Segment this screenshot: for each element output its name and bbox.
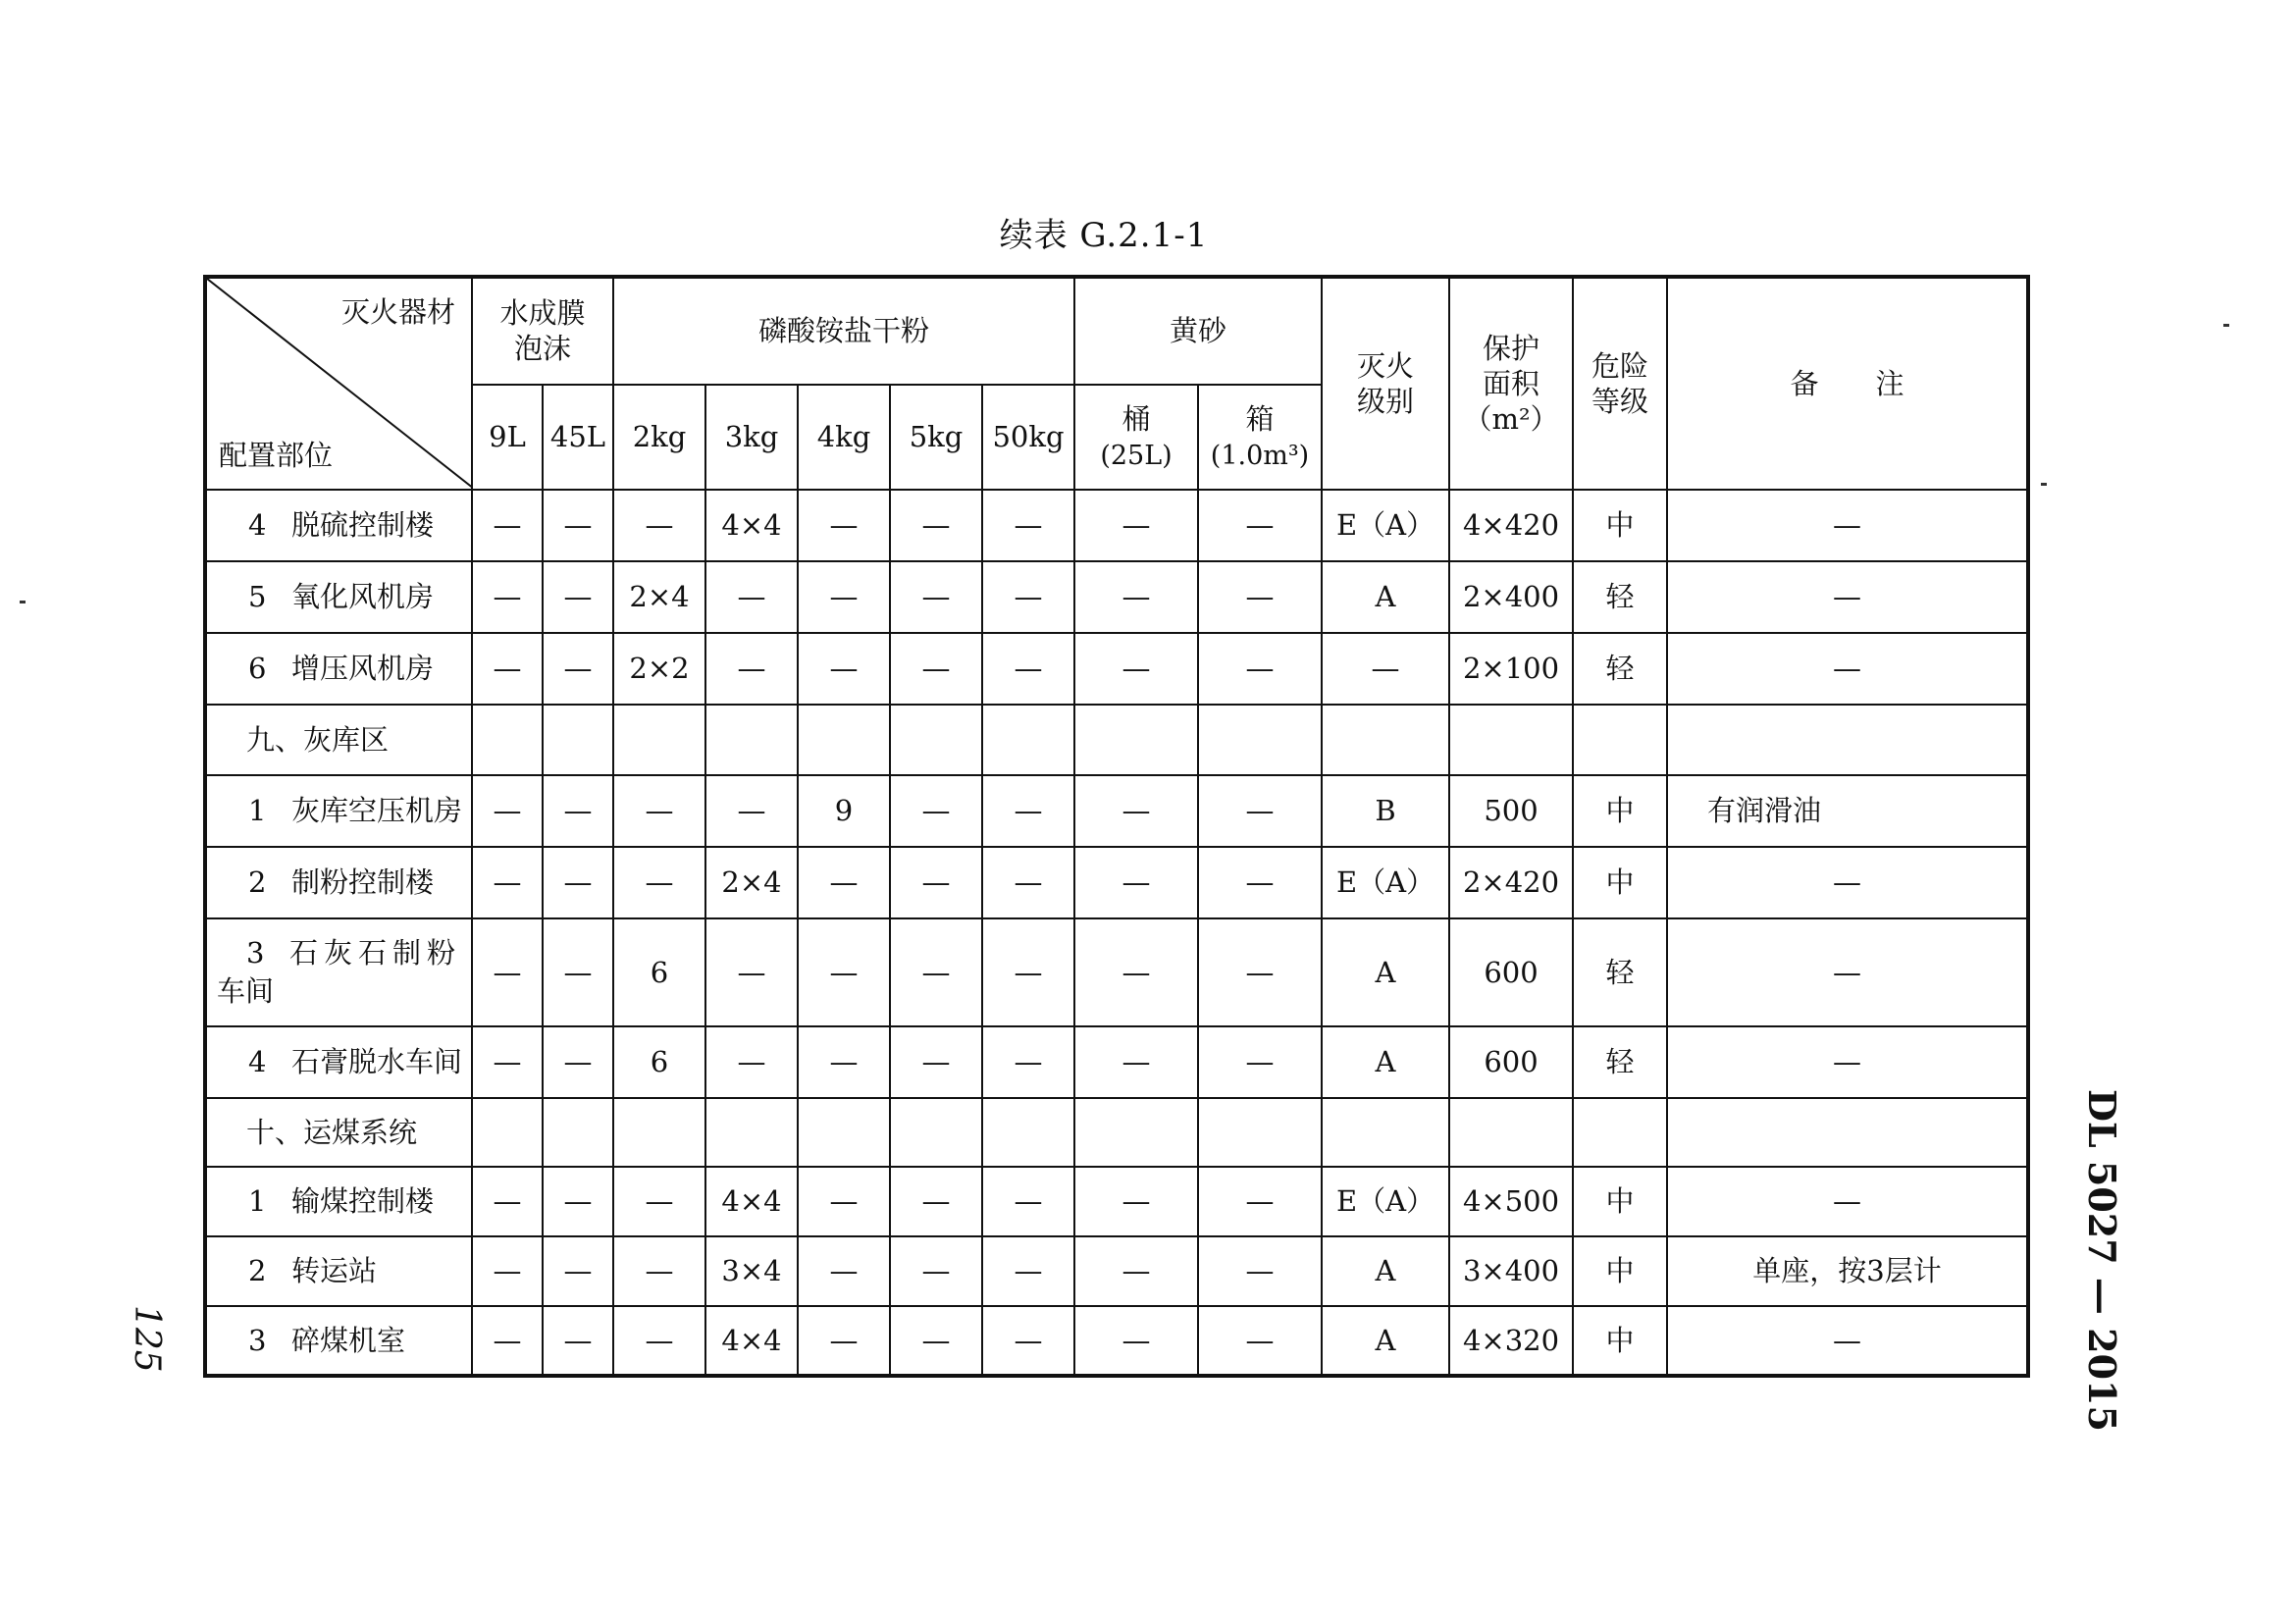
scan-speck bbox=[20, 601, 26, 603]
cell-box: — bbox=[1198, 775, 1322, 847]
empty-cell bbox=[472, 705, 543, 775]
cell-bucket: — bbox=[1074, 633, 1198, 705]
cell-c3kg: — bbox=[705, 633, 798, 705]
location-cell bbox=[205, 490, 472, 561]
table-row bbox=[205, 775, 2028, 847]
cell-c2kg: — bbox=[613, 490, 705, 561]
cell-c9L: — bbox=[472, 1236, 543, 1306]
location-cell bbox=[205, 1167, 472, 1236]
fire-class-header: 灭火级别 bbox=[1322, 277, 1449, 490]
section-title: 九、灰库区 bbox=[205, 705, 472, 775]
location-name: 石膏脱水车间 bbox=[291, 1045, 463, 1079]
table-row bbox=[205, 918, 2028, 1026]
col-5kg: 5kg bbox=[890, 385, 982, 491]
table-caption: 续表 G.2.1-1 bbox=[999, 216, 1209, 255]
row-number: 2 bbox=[248, 865, 267, 900]
cell-c45L: — bbox=[543, 775, 613, 847]
cell-c2kg: 2×2 bbox=[613, 633, 705, 705]
cell-c2kg: — bbox=[613, 847, 705, 918]
cell-hazard: 轻 bbox=[1573, 918, 1667, 1026]
empty-cell bbox=[798, 1098, 890, 1167]
cell-c2kg: 2×4 bbox=[613, 561, 705, 633]
cell-remark: — bbox=[1667, 1167, 2028, 1236]
table-row bbox=[205, 1306, 2028, 1376]
cell-c9L: — bbox=[472, 775, 543, 847]
col-9L: 9L bbox=[472, 385, 543, 491]
cell-hazard: 中 bbox=[1573, 775, 1667, 847]
cell-c9L: — bbox=[472, 918, 543, 1026]
area-header: 保护面积 （m²） bbox=[1449, 277, 1573, 490]
cell-c50kg: — bbox=[982, 490, 1074, 561]
location-cell bbox=[205, 1236, 472, 1306]
cell-hazard: 中 bbox=[1573, 1236, 1667, 1306]
cell-bucket: — bbox=[1074, 1167, 1198, 1236]
cell-c50kg: — bbox=[982, 633, 1074, 705]
cell-c4kg: — bbox=[798, 847, 890, 918]
cell-c3kg: 4×4 bbox=[705, 1167, 798, 1236]
cell-c50kg: — bbox=[982, 561, 1074, 633]
row-number: 2 bbox=[248, 1254, 267, 1288]
table-row bbox=[205, 490, 2028, 561]
cell-cls: E（A） bbox=[1322, 1167, 1449, 1236]
cell-c5kg: — bbox=[890, 561, 982, 633]
cell-c3kg: — bbox=[705, 918, 798, 1026]
cell-remark: — bbox=[1667, 633, 2028, 705]
scan-speck bbox=[2223, 324, 2229, 327]
cell-hazard: 轻 bbox=[1573, 1026, 1667, 1098]
cell-c45L: — bbox=[543, 633, 613, 705]
cell-c50kg: — bbox=[982, 1236, 1074, 1306]
location-cell bbox=[205, 1306, 472, 1376]
cell-remark: — bbox=[1667, 490, 2028, 561]
location-cell bbox=[205, 918, 472, 1026]
cell-c5kg: — bbox=[890, 918, 982, 1026]
cell-box: — bbox=[1198, 490, 1322, 561]
cell-c4kg: — bbox=[798, 918, 890, 1026]
row-number: 3 bbox=[248, 1323, 267, 1357]
cell-box: — bbox=[1198, 633, 1322, 705]
cell-cls: E（A） bbox=[1322, 490, 1449, 561]
location-cell bbox=[205, 1026, 472, 1098]
cell-area: 4×500 bbox=[1449, 1167, 1573, 1236]
cell-bucket: — bbox=[1074, 1306, 1198, 1376]
cell-c9L: — bbox=[472, 561, 543, 633]
location-cell bbox=[205, 775, 472, 847]
location-name: 脱硫控制楼 bbox=[291, 508, 435, 543]
cell-c50kg: — bbox=[982, 1167, 1074, 1236]
row-number: 6 bbox=[248, 652, 267, 686]
cell-c3kg: 4×4 bbox=[705, 490, 798, 561]
cell-box: — bbox=[1198, 918, 1322, 1026]
cell-area: 500 bbox=[1449, 775, 1573, 847]
location-header-label: 配置部位 bbox=[219, 438, 334, 472]
location-name: 灰库空压机房 bbox=[291, 794, 463, 828]
cell-area: 4×320 bbox=[1449, 1306, 1573, 1376]
cell-c50kg: — bbox=[982, 918, 1074, 1026]
cell-area: 600 bbox=[1449, 918, 1573, 1026]
col-4kg: 4kg bbox=[798, 385, 890, 491]
cell-c9L: — bbox=[472, 847, 543, 918]
location-name-cont: 车间 bbox=[217, 974, 275, 1008]
empty-cell bbox=[1449, 705, 1573, 775]
location-cell bbox=[205, 847, 472, 918]
cell-c5kg: — bbox=[890, 775, 982, 847]
cell-hazard: 中 bbox=[1573, 490, 1667, 561]
cell-remark: — bbox=[1667, 1026, 2028, 1098]
empty-cell bbox=[1573, 1098, 1667, 1167]
scan-speck bbox=[2041, 483, 2047, 486]
cell-cls: — bbox=[1322, 633, 1449, 705]
cell-area: 3×400 bbox=[1449, 1236, 1573, 1306]
cell-box: — bbox=[1198, 1026, 1322, 1098]
cell-c4kg: — bbox=[798, 1236, 890, 1306]
cell-c45L: — bbox=[543, 918, 613, 1026]
empty-cell bbox=[705, 705, 798, 775]
remarks-header: 备 注 bbox=[1667, 277, 2028, 490]
location-name: 转运站 bbox=[291, 1254, 378, 1288]
cell-c45L: — bbox=[543, 561, 613, 633]
cell-c5kg: — bbox=[890, 490, 982, 561]
diagonal-header-cell bbox=[205, 277, 472, 490]
empty-cell bbox=[1074, 1098, 1198, 1167]
cell-remark: — bbox=[1667, 1306, 2028, 1376]
cell-c50kg: — bbox=[982, 847, 1074, 918]
standard-code: DL 5027 — 2015 bbox=[2080, 1089, 2124, 1432]
section-row bbox=[205, 705, 2028, 775]
cell-bucket: — bbox=[1074, 847, 1198, 918]
cell-hazard: 中 bbox=[1573, 1167, 1667, 1236]
table-row bbox=[205, 633, 2028, 705]
cell-c5kg: — bbox=[890, 1167, 982, 1236]
cell-remark: — bbox=[1667, 918, 2028, 1026]
empty-cell bbox=[798, 705, 890, 775]
cell-area: 600 bbox=[1449, 1026, 1573, 1098]
cell-area: 2×100 bbox=[1449, 633, 1573, 705]
cell-c4kg: — bbox=[798, 561, 890, 633]
cell-c4kg: — bbox=[798, 1306, 890, 1376]
cell-c9L: — bbox=[472, 490, 543, 561]
table-row bbox=[205, 1167, 2028, 1236]
empty-cell bbox=[982, 1098, 1074, 1167]
cell-c3kg: — bbox=[705, 775, 798, 847]
cell-c5kg: — bbox=[890, 633, 982, 705]
cell-c50kg: — bbox=[982, 1306, 1074, 1376]
cell-c4kg: 9 bbox=[798, 775, 890, 847]
cell-area: 4×420 bbox=[1449, 490, 1573, 561]
cell-hazard: 中 bbox=[1573, 847, 1667, 918]
row-number: 1 bbox=[248, 794, 267, 828]
cell-c5kg: — bbox=[890, 1236, 982, 1306]
empty-cell bbox=[1667, 705, 2028, 775]
cell-c2kg: — bbox=[613, 1236, 705, 1306]
empty-cell bbox=[1322, 1098, 1449, 1167]
empty-cell bbox=[1198, 705, 1322, 775]
cell-bucket: — bbox=[1074, 1026, 1198, 1098]
col-box: 箱 (1.0m³) bbox=[1198, 385, 1322, 491]
empty-cell bbox=[1573, 705, 1667, 775]
cell-c4kg: — bbox=[798, 1167, 890, 1236]
extinguisher-config-table bbox=[203, 275, 2030, 1378]
row-number: 4 bbox=[248, 508, 267, 543]
cell-c2kg: — bbox=[613, 1167, 705, 1236]
cell-cls: B bbox=[1322, 775, 1449, 847]
location-cell bbox=[205, 561, 472, 633]
table-row bbox=[205, 1236, 2028, 1306]
cell-c50kg: — bbox=[982, 1026, 1074, 1098]
location-name: 制粉控制楼 bbox=[291, 865, 435, 900]
cell-c45L: — bbox=[543, 847, 613, 918]
section-title: 十、运煤系统 bbox=[205, 1098, 472, 1167]
cell-bucket: — bbox=[1074, 490, 1198, 561]
cell-cls: A bbox=[1322, 1306, 1449, 1376]
cell-c45L: — bbox=[543, 1236, 613, 1306]
cell-c2kg: 6 bbox=[613, 918, 705, 1026]
equipment-header-label: 灭火器材 bbox=[340, 295, 455, 329]
empty-cell bbox=[1449, 1098, 1573, 1167]
location-name: 增压风机房 bbox=[291, 652, 435, 686]
cell-c4kg: — bbox=[798, 1026, 890, 1098]
location-name: 碎煤机室 bbox=[291, 1323, 406, 1357]
cell-c2kg: — bbox=[613, 1306, 705, 1376]
cell-bucket: — bbox=[1074, 918, 1198, 1026]
location-cell bbox=[205, 633, 472, 705]
table-row bbox=[205, 561, 2028, 633]
cell-c3kg: 3×4 bbox=[705, 1236, 798, 1306]
empty-cell bbox=[543, 1098, 613, 1167]
table-row bbox=[205, 847, 2028, 918]
cell-c9L: — bbox=[472, 1306, 543, 1376]
cell-c3kg: 2×4 bbox=[705, 847, 798, 918]
table-row bbox=[205, 1026, 2028, 1098]
cell-c4kg: — bbox=[798, 633, 890, 705]
cell-bucket: — bbox=[1074, 561, 1198, 633]
cell-hazard: 中 bbox=[1573, 1306, 1667, 1376]
cell-cls: A bbox=[1322, 1236, 1449, 1306]
cell-cls: A bbox=[1322, 1026, 1449, 1098]
page-number: 125 bbox=[127, 1305, 167, 1373]
empty-cell bbox=[705, 1098, 798, 1167]
cell-area: 2×420 bbox=[1449, 847, 1573, 918]
cell-bucket: — bbox=[1074, 1236, 1198, 1306]
col-50kg: 50kg bbox=[982, 385, 1074, 491]
col-3kg: 3kg bbox=[705, 385, 798, 491]
section-row bbox=[205, 1098, 2028, 1167]
empty-cell bbox=[613, 705, 705, 775]
cell-hazard: 轻 bbox=[1573, 633, 1667, 705]
row-number: 3 bbox=[246, 935, 265, 969]
cell-c5kg: — bbox=[890, 1026, 982, 1098]
cell-c2kg: — bbox=[613, 775, 705, 847]
cell-c3kg: — bbox=[705, 561, 798, 633]
cell-c45L: — bbox=[543, 1026, 613, 1098]
cell-box: — bbox=[1198, 847, 1322, 918]
cell-c45L: — bbox=[543, 1306, 613, 1376]
cell-c3kg: — bbox=[705, 1026, 798, 1098]
empty-cell bbox=[613, 1098, 705, 1167]
cell-c3kg: 4×4 bbox=[705, 1306, 798, 1376]
empty-cell bbox=[472, 1098, 543, 1167]
location-name: 石灰石制粉 bbox=[289, 935, 462, 969]
cell-remark: 有润滑油 bbox=[1667, 775, 2028, 847]
location-name: 氧化风机房 bbox=[291, 580, 435, 614]
cell-box: — bbox=[1198, 561, 1322, 633]
cell-c9L: — bbox=[472, 633, 543, 705]
empty-cell bbox=[1667, 1098, 2028, 1167]
empty-cell bbox=[890, 1098, 982, 1167]
cell-box: — bbox=[1198, 1236, 1322, 1306]
empty-cell bbox=[1198, 1098, 1322, 1167]
cell-cls: A bbox=[1322, 918, 1449, 1026]
cell-cls: A bbox=[1322, 561, 1449, 633]
cell-c9L: — bbox=[472, 1026, 543, 1098]
sand-group-header: 黄砂 bbox=[1074, 277, 1322, 385]
empty-cell bbox=[543, 705, 613, 775]
col-45L: 45L bbox=[543, 385, 613, 491]
cell-c45L: — bbox=[543, 1167, 613, 1236]
empty-cell bbox=[890, 705, 982, 775]
cell-c5kg: — bbox=[890, 847, 982, 918]
cell-c9L: — bbox=[472, 1167, 543, 1236]
cell-box: — bbox=[1198, 1306, 1322, 1376]
cell-c45L: — bbox=[543, 490, 613, 561]
foam-group-header: 水成膜泡沫 bbox=[472, 277, 613, 385]
row-number: 5 bbox=[248, 580, 267, 614]
cell-remark: — bbox=[1667, 847, 2028, 918]
location-name: 输煤控制楼 bbox=[291, 1184, 435, 1219]
cell-remark: — bbox=[1667, 561, 2028, 633]
empty-cell bbox=[1074, 705, 1198, 775]
powder-group-header: 磷酸铵盐干粉 bbox=[613, 277, 1074, 385]
cell-remark: 单座，按3层计 bbox=[1667, 1236, 2028, 1306]
cell-c50kg: — bbox=[982, 775, 1074, 847]
empty-cell bbox=[1322, 705, 1449, 775]
cell-area: 2×400 bbox=[1449, 561, 1573, 633]
row-number: 1 bbox=[248, 1184, 267, 1219]
col-2kg: 2kg bbox=[613, 385, 705, 491]
cell-c2kg: 6 bbox=[613, 1026, 705, 1098]
empty-cell bbox=[982, 705, 1074, 775]
col-bucket: 桶 (25L) bbox=[1074, 385, 1198, 491]
cell-c5kg: — bbox=[890, 1306, 982, 1376]
cell-box: — bbox=[1198, 1167, 1322, 1236]
hazard-header: 危险等级 bbox=[1573, 277, 1667, 490]
cell-bucket: — bbox=[1074, 775, 1198, 847]
row-number: 4 bbox=[248, 1045, 267, 1079]
cell-cls: E（A） bbox=[1322, 847, 1449, 918]
cell-hazard: 轻 bbox=[1573, 561, 1667, 633]
cell-c4kg: — bbox=[798, 490, 890, 561]
